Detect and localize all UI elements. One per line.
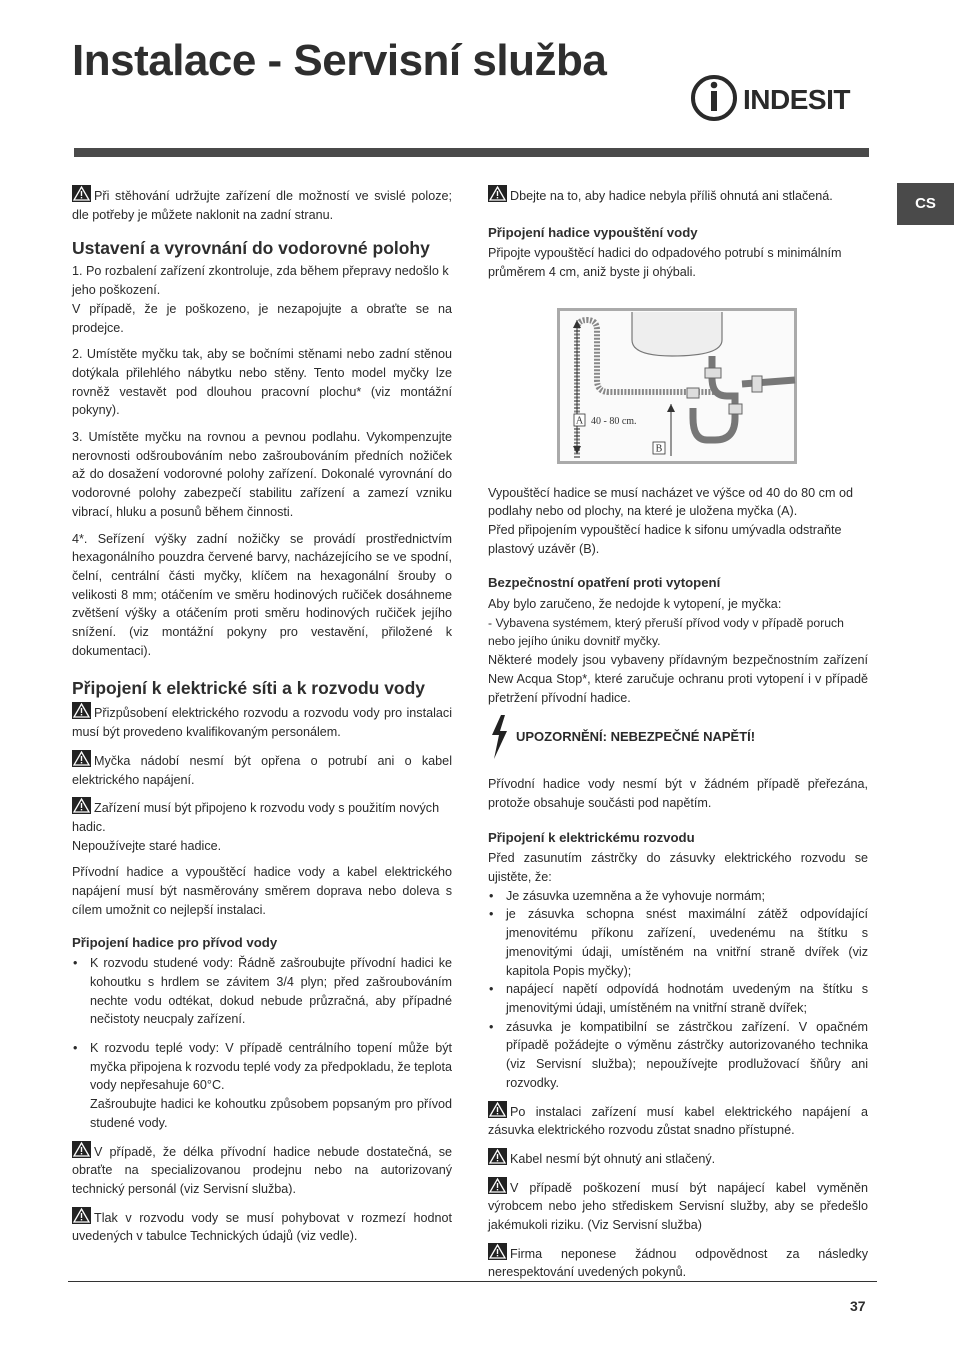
paragraph: 2. Umístěte myčku tak, aby se bočními stěnami nebo zadní stěnou dotýkala přilehlého nábytku nebo stěny. Tento model myčky lze rovněž vestavět pod dlouhou pracovní plochu* (viz montážní pokyny). bbox=[72, 347, 452, 418]
danger-label: UPOZORNĚNÍ: NEBEZPEČNÉ NAPĚTÍ! bbox=[516, 728, 756, 744]
warning-paragraph: Myčka nádobí nesmí být opřena o potrubí ani o kabel elektrického napájení. bbox=[72, 750, 452, 789]
heading-inlet: Připojení hadice pro přívod vody bbox=[72, 934, 278, 950]
paragraph: 4*. Seřízení výšky zadní nožičky se provádí prostřednictvím hexagonálního pouzdra červené barvy, nacházejícího se ve spodní, čelní, centrální části myčky, klíčem na hexagonální šrouby o velikosti 8 mm; otáčením ve směru hodinových ručiček dosáhneme zvětšení výšky a otáčením proti směru hodinových ručiček jejího snížení. (viz montážní pokyny pro vestavění, přiložené k dokumentaci). bbox=[72, 531, 452, 658]
electric-list bbox=[488, 887, 868, 1093]
paragraph: Před připojením vypouštěcí hadice k sifonu umývadla odstraňte plastový uzávěr (B). bbox=[488, 522, 842, 556]
indesit-logo bbox=[690, 74, 870, 122]
list-item: • K rozvodu teplé vody: V případě centrálního topení může být myčka připojena k rozvodu teplé vody za předpokladu, že teplota vody nepřesahuje 60°C. bbox=[72, 1039, 452, 1095]
header-divider bbox=[74, 148, 869, 157]
warning-icon bbox=[488, 185, 507, 202]
footer-divider bbox=[68, 1281, 877, 1282]
paragraph: - Vybavena systémem, který přeruší přívod vody v případě poruch nebo jejího úniku dovnitř myčky. bbox=[488, 615, 844, 649]
warning-icon bbox=[72, 750, 91, 767]
warning-paragraph: Zařízení musí být připojeno k rozvodu vody s použitím nových hadic. bbox=[72, 797, 452, 836]
warning-icon bbox=[72, 702, 91, 719]
warning-icon bbox=[72, 185, 91, 202]
list-item: • K rozvodu studené vody: Řádně zašroubujte přívodní hadici ke kohoutku s hrdlem se závitem 3/4 plyn; před zašroubováním nechte vodu odtékat, dokud nebude průzračná, aby případné nečistoty neucpaly zařízení. bbox=[72, 954, 452, 1029]
warning-paragraph: V případě, že délka přívodní hadice nebude dostatečná, se obraťte na specializovanou prodejnu nebo na autorizovaný technický personál (viz Servisní služba). bbox=[72, 1141, 452, 1199]
paragraph: Přívodní hadice a vypouštěcí hadice vody a kabel elektrického napájení musí být nasměrovány směrem doprava nebo doleva s cílem umožnit co nejlepší instalaci. bbox=[72, 865, 452, 917]
heading-electric: Připojení k elektrickému rozvodu bbox=[488, 829, 695, 845]
paragraph: Před zasunutím zástrčky do zásuvky elektrického rozvodu se ujistěte, že: bbox=[488, 851, 868, 885]
intro-warning: Při stěhování udržujte zařízení dle možností ve svislé poloze; dle potřeby je můžete naklonit na zadní stranu. bbox=[72, 185, 452, 224]
paragraph: Aby bylo zaručeno, že nedojde k vytopení, je myčka: bbox=[488, 597, 782, 612]
list-item: • Je zásuvka uzemněna a že vyhovuje normám; bbox=[488, 887, 868, 906]
right-column bbox=[488, 185, 868, 1290]
list-item: • je zásuvka schopna snést maximální zátěž odpovídající jmenovitému příkonu zařízení, uvedenému na štítku s jmenovitými údaji, umístěném na vnitřní straně dvířek (viz kapitola Popis myčky); bbox=[488, 905, 868, 980]
warning-paragraph: Kabel nesmí být ohnutý ani stlačený. bbox=[488, 1148, 868, 1169]
paragraph: 3. Umístěte myčku na rovnou a pevnou podlahu. Vykompenzujte nerovnosti odšroubováním nebo zašroubováním předních nožiček až do dosažení vodorovné polohy zařízení. Dokonalé vyrovnání do vodorovné polohy zabezpečí stabilitu zařízení a zamezí vzniku vibrací, hluku a posunů během činnosti. bbox=[72, 430, 452, 519]
label-a: A bbox=[575, 415, 584, 427]
page-number: 37 bbox=[850, 1298, 866, 1314]
heading-drain: Připojení hadice vypouštění vody bbox=[488, 224, 698, 240]
heading-leveling: Ustavení a vyrovnání do vodorovné polohy bbox=[72, 238, 430, 259]
warning-icon bbox=[72, 797, 91, 814]
height-range-label: 40 - 80 cm. bbox=[591, 415, 637, 427]
warning-icon bbox=[488, 1243, 507, 1260]
warning-icon bbox=[488, 1101, 507, 1118]
inlet-list bbox=[72, 954, 452, 1132]
danger-notice bbox=[488, 715, 868, 759]
drain-hose-diagram bbox=[557, 308, 797, 464]
lightning-bolt-icon bbox=[488, 715, 510, 759]
language-tab: CS bbox=[897, 183, 954, 225]
list-item-continuation: Zašroubujte hadici ke kohoutku způsobem popsaným pro přívod studené vody. bbox=[90, 1097, 452, 1130]
warning-paragraph: Přizpůsobení elektrického rozvodu a rozvodu vody pro instalaci musí být provedeno kvalifikovaným personálem. bbox=[72, 702, 452, 741]
warning-icon bbox=[72, 1207, 91, 1224]
left-column bbox=[72, 185, 452, 1254]
paragraph: V případě, že je poškozeno, je nezapojujte a obraťte se na prodejce. bbox=[72, 301, 452, 335]
svg-text:INDESIT: INDESIT bbox=[743, 84, 850, 115]
paragraph: Některé modely jsou vybaveny přídavným bezpečnostním zařízení New Acqua Stop*, které zaručuje ochranu proti vytopení i v případě přetržení přívodní hadice. bbox=[488, 653, 868, 705]
warning-icon bbox=[488, 1177, 507, 1194]
warning-paragraph: Firma neponese žádnou odpovědnost za následky nerespektování uvedených pokynů. bbox=[488, 1243, 868, 1282]
paragraph: 1. Po rozbalení zařízení zkontroluje, zda během přepravy nedošlo k jeho poškození. bbox=[72, 264, 449, 298]
warning-icon bbox=[488, 1148, 507, 1165]
warning-paragraph: Po instalaci zařízení musí kabel elektrického napájení a zásuvka elektrického rozvodu zůstat snadno přístupné. bbox=[488, 1101, 868, 1140]
paragraph: Přívodní hadice vody nesmí být v žádném případě přeřezána, protože obsahuje součásti pod napětím. bbox=[488, 777, 868, 810]
warning-paragraph: Tlak v rozvodu vody se musí pohybovat v rozmezí hodnot uvedených v tabulce Technických údajů (viz vedle). bbox=[72, 1207, 452, 1246]
page-title: Instalace - Servisní služba bbox=[72, 36, 607, 85]
paragraph: Připojte vypouštěcí hadici do odpadového potrubí s minimálním průměrem 4 cm, aniž byste ji ohýbali. bbox=[488, 246, 842, 280]
heading-connection: Připojení k elektrické síti a k rozvodu vody bbox=[72, 678, 426, 699]
label-b: B bbox=[655, 443, 663, 455]
paragraph: Vypouštěcí hadice se musí nacházet ve výšce od 40 do 80 cm od podlahy nebo od plochy, na které je uložena myčka (A). bbox=[488, 485, 853, 519]
heading-flood: Bezpečnostní opatření proti vytopení bbox=[488, 575, 721, 591]
warning-paragraph: V případě poškození musí být napájecí kabel vyměněn výrobcem nebo jeho střediskem Servisní služby, aby se předešlo jakémukoli riziku. (Viz Servisní služba) bbox=[488, 1177, 868, 1235]
warning-paragraph: Dbejte na to, aby hadice nebyla příliš ohnutá ani stlačená. bbox=[488, 185, 868, 206]
list-item: • zásuvka je kompatibilní se zástrčkou zařízení. V opačném případě požádejte o výměnu zástrčky autorizovaného technika (viz Servisní služba); nepoužívejte prodlužovací šňůry ani rozvodky. bbox=[488, 1018, 868, 1093]
paragraph: Nepoužívejte staré hadice. bbox=[72, 838, 222, 853]
list-item: • napájecí napětí odpovídá hodnotám uvedeným na štítku s jmenovitými údaji, umístěném na vnitřní straně dvířek; bbox=[488, 980, 868, 1017]
warning-icon bbox=[72, 1141, 91, 1158]
